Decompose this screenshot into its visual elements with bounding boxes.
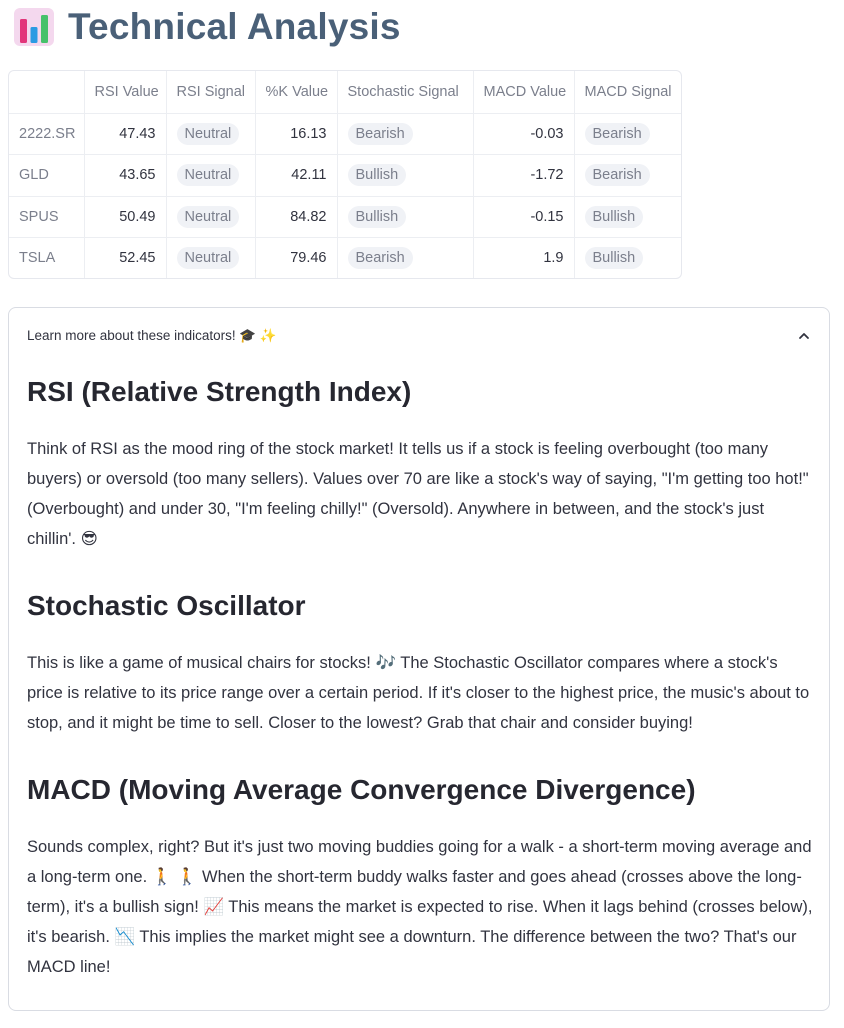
column-header-stochastic-signal[interactable]: Stochastic Signal xyxy=(337,71,473,114)
table-header-row xyxy=(9,71,681,114)
indicators-table[interactable] xyxy=(8,70,682,279)
macd-heading: MACD (Moving Average Convergence Divergence) xyxy=(27,774,696,805)
k-value-cell: 79.46 xyxy=(255,237,337,278)
stochastic-description: This is like a game of musical chairs for stocks! 🎶 The Stochastic Oscillator compares where a stock's price is relative to its price range over a certain period. If it's closer to the highest price, the music's about to stop, and it might be time to sell. Closer to the lowest? Grab that chair and consider buying! xyxy=(27,654,810,732)
rsi-signal-pill: Neutral xyxy=(177,123,240,145)
macd-signal-cell xyxy=(574,114,681,155)
expander-label[interactable]: Learn more about these indicators! 🎓 ✨ xyxy=(27,328,277,343)
macd-signal-pill: Bearish xyxy=(585,164,650,186)
macd-signal-pill: Bullish xyxy=(585,206,644,228)
stochastic-signal-pill: Bearish xyxy=(348,123,413,145)
rsi-signal-pill: Neutral xyxy=(177,164,240,186)
rsi-signal-cell xyxy=(166,196,255,237)
stochastic-signal-cell xyxy=(337,196,473,237)
rsi-value-cell: 43.65 xyxy=(84,155,166,196)
rsi-signal-cell xyxy=(166,155,255,196)
row-index: SPUS xyxy=(9,196,84,237)
stochastic-heading: Stochastic Oscillator xyxy=(27,590,306,621)
chevron-up-icon[interactable] xyxy=(797,329,811,343)
macd-value-cell: -0.03 xyxy=(473,114,574,155)
macd-value-cell: -0.15 xyxy=(473,196,574,237)
macd-signal-cell xyxy=(574,155,681,196)
rsi-signal-pill: Neutral xyxy=(177,206,240,228)
stochastic-signal-cell xyxy=(337,237,473,278)
column-header-k-value[interactable]: %K Value xyxy=(255,71,337,114)
indicators-expander xyxy=(8,307,830,1011)
rsi-signal-pill: Neutral xyxy=(177,247,240,269)
column-header-macd-value[interactable]: MACD Value xyxy=(473,71,574,114)
k-value-cell: 16.13 xyxy=(255,114,337,155)
row-index: TSLA xyxy=(9,237,84,278)
rsi-signal-cell xyxy=(166,237,255,278)
stochastic-signal-cell xyxy=(337,114,473,155)
expander-body xyxy=(27,366,817,982)
rsi-value-cell: 50.49 xyxy=(84,196,166,237)
column-header-rsi-signal[interactable]: RSI Signal xyxy=(166,71,255,114)
macd-description: Sounds complex, right? But it's just two moving buddies going for a walk - a short-term moving average and a long-term one. 🚶 🚶 When the short-term buddy walks faster and goes ahead (crosses above the long-term), it's a bullish sign! 📈 This means the market is expected to rise. When it lags behind (crosses below), it's bearish. 📉 This implies the market might see a downturn. The difference between the two? That's our MACD line! xyxy=(27,838,813,976)
macd-value-cell: -1.72 xyxy=(473,155,574,196)
rsi-value-cell: 52.45 xyxy=(84,237,166,278)
page-header xyxy=(14,4,401,50)
row-index: GLD xyxy=(9,155,84,196)
rsi-signal-cell xyxy=(166,114,255,155)
row-index: 2222.SR xyxy=(9,114,84,155)
bar-chart-icon xyxy=(14,7,54,47)
rsi-heading: RSI (Relative Strength Index) xyxy=(27,376,412,407)
table-row xyxy=(9,155,681,196)
stochastic-signal-pill: Bullish xyxy=(348,206,407,228)
expander-header[interactable] xyxy=(27,326,811,346)
stochastic-signal-pill: Bullish xyxy=(348,164,407,186)
table-row xyxy=(9,196,681,237)
k-value-cell: 42.11 xyxy=(255,155,337,196)
page-title: Technical Analysis xyxy=(68,6,401,47)
rsi-description: Think of RSI as the mood ring of the stock market! It tells us if a stock is feeling overbought (too many buyers) or oversold (too many sellers). Values over 70 are like a stock's way of saying, "I'm getting too hot!" (Overbought) and under 30, "I'm feeling chilly!" (Oversold). Anywhere in between, and the stock's just chillin'. 😎 xyxy=(27,440,809,548)
macd-value-cell: 1.9 xyxy=(473,237,574,278)
macd-signal-pill: Bullish xyxy=(585,247,644,269)
k-value-cell: 84.82 xyxy=(255,196,337,237)
column-header-rsi-value[interactable]: RSI Value xyxy=(84,71,166,114)
column-header-index xyxy=(9,71,84,114)
table-row xyxy=(9,114,681,155)
column-header-macd-signal[interactable]: MACD Signal xyxy=(574,71,681,114)
rsi-value-cell: 47.43 xyxy=(84,114,166,155)
stochastic-signal-pill: Bearish xyxy=(348,247,413,269)
macd-signal-cell xyxy=(574,237,681,278)
stochastic-signal-cell xyxy=(337,155,473,196)
macd-signal-cell xyxy=(574,196,681,237)
table-row xyxy=(9,237,681,278)
macd-signal-pill: Bearish xyxy=(585,123,650,145)
